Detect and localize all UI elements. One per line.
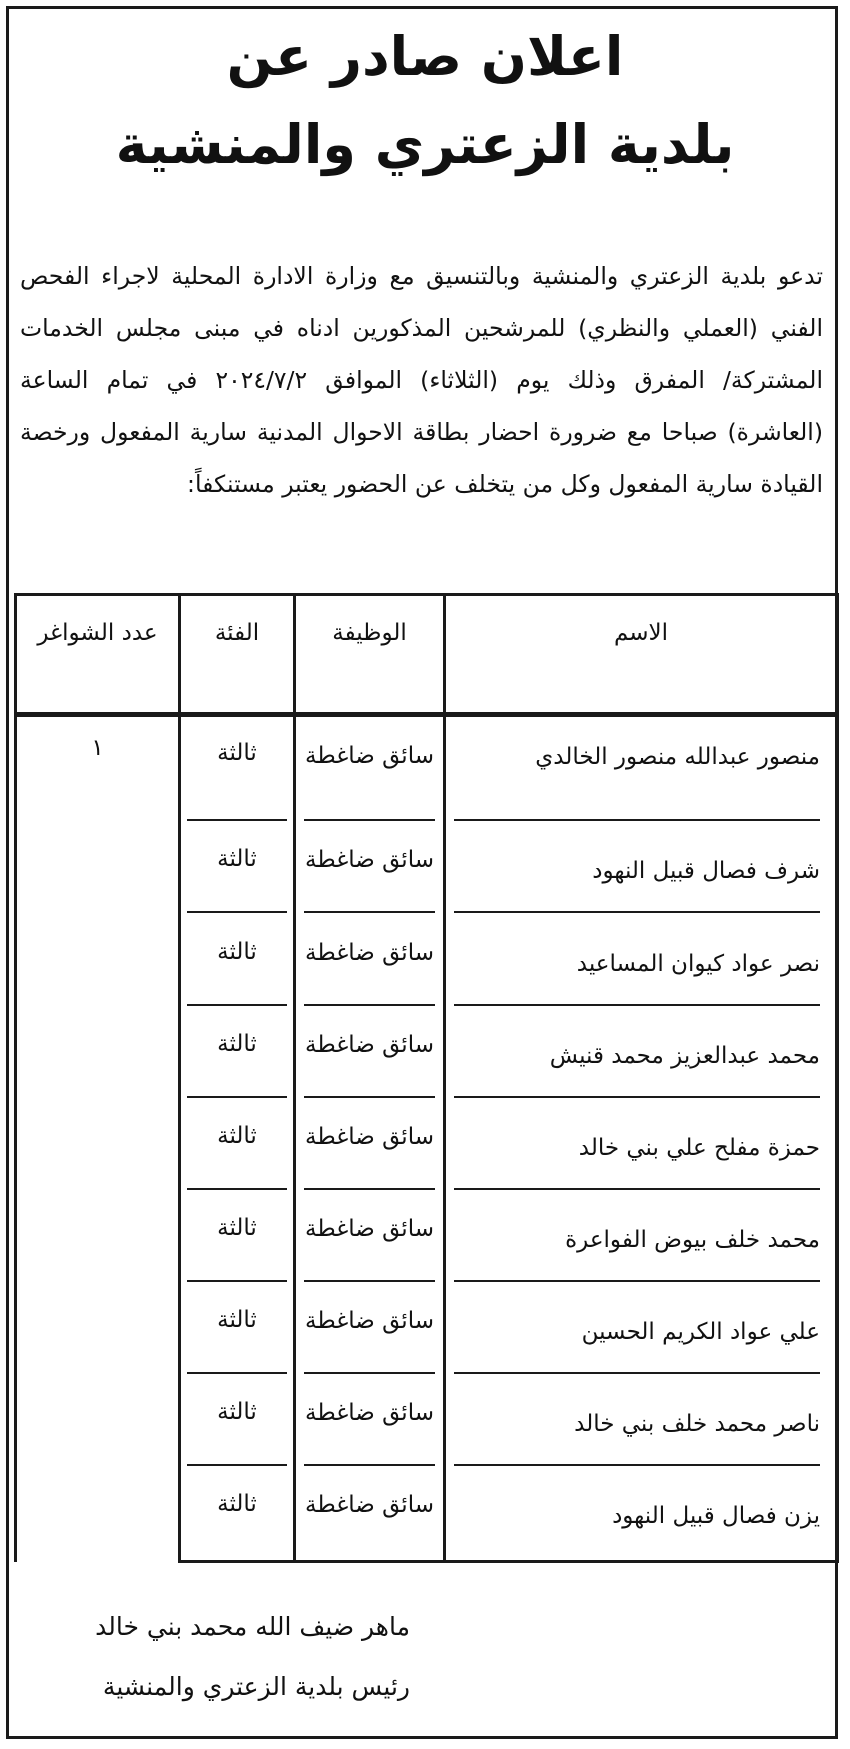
table-row <box>16 715 838 824</box>
candidate-job: سائق ضاغطة <box>304 733 435 821</box>
candidate-name: حمزة مفلح علي بني خالد <box>454 1116 820 1190</box>
candidate-name: محمد خلف بيوض الفواعرة <box>454 1208 820 1282</box>
candidate-job: سائق ضاغطة <box>304 1208 435 1282</box>
signatory-position: رئيس بلدية الزعتري والمنشية <box>102 1672 410 1701</box>
candidate-grade: ثالثة <box>187 1116 287 1190</box>
table-header-row <box>16 595 838 715</box>
announcement-intro: تدعو بلدية الزعتري والمنشية وبالتنسيق مع وزارة الادارة المحلية لاجراء الفحص الفني (العملي والنظري) للمرشحين المذكورين ادناه في مبنى مجلس الخدمات المشتركة/ المفرق وذلك يوم (الثلاثاء) الموافق ٢٠٢٤/٧/٢ في تمام الساعة (العاشرة) صباحا مع ضرورة احضار بطاقة الاحوال المدنية سارية المفعول ورخصة القيادة سارية المفعول وكل من يتخلف عن الحضور يعتبر مستنكفاً: <box>20 262 823 498</box>
candidate-name: محمد عبدالعزيز محمد قنيش <box>454 1024 820 1098</box>
candidate-job: سائق ضاغطة <box>304 1300 435 1374</box>
candidate-name: ناصر محمد خلف بني خالد <box>454 1392 820 1466</box>
signatory-name: ماهر ضيف الله محمد بني خالد <box>95 1612 410 1641</box>
candidate-grade: ثالثة <box>187 1300 287 1374</box>
candidate-job: سائق ضاغطة <box>304 1116 435 1190</box>
candidate-job: سائق ضاغطة <box>304 839 435 913</box>
candidate-grade: ثالثة <box>217 1490 257 1517</box>
candidate-job: سائق ضاغطة <box>305 1491 434 1518</box>
candidate-grade: ثالثة <box>187 1208 287 1282</box>
header-vacancies: عدد الشواغر <box>16 595 180 715</box>
candidate-name: علي عواد الكريم الحسين <box>454 1300 820 1374</box>
header-job: الوظيفة <box>295 595 445 715</box>
candidate-job: سائق ضاغطة <box>304 1392 435 1466</box>
candidate-job: سائق ضاغطة <box>304 932 435 1006</box>
header-grade: الفئة <box>180 595 295 715</box>
candidate-name: منصور عبدالله منصور الخالدي <box>454 733 820 821</box>
candidate-grade: ثالثة <box>187 932 287 1006</box>
candidate-grade: ثالثة <box>187 733 287 821</box>
candidate-name: شرف فصال قبيل النهود <box>454 839 820 913</box>
candidate-grade: ثالثة <box>187 839 287 913</box>
candidate-grade: ثالثة <box>187 1392 287 1466</box>
candidate-job: سائق ضاغطة <box>304 1024 435 1098</box>
candidate-grade: ثالثة <box>187 1024 287 1098</box>
header-name: الاسم <box>445 595 838 715</box>
announcement-title-line-2: بلدية الزعتري والمنشية <box>115 113 735 176</box>
candidates-table <box>14 593 839 1563</box>
announcement-title-line-1: اعلان صادر عن <box>226 25 624 88</box>
candidate-name: يزن فصال قبيل النهود <box>612 1502 820 1529</box>
vacancies-count: ١ <box>91 735 104 761</box>
candidate-name: نصر عواد كيوان المساعيد <box>454 932 820 1006</box>
